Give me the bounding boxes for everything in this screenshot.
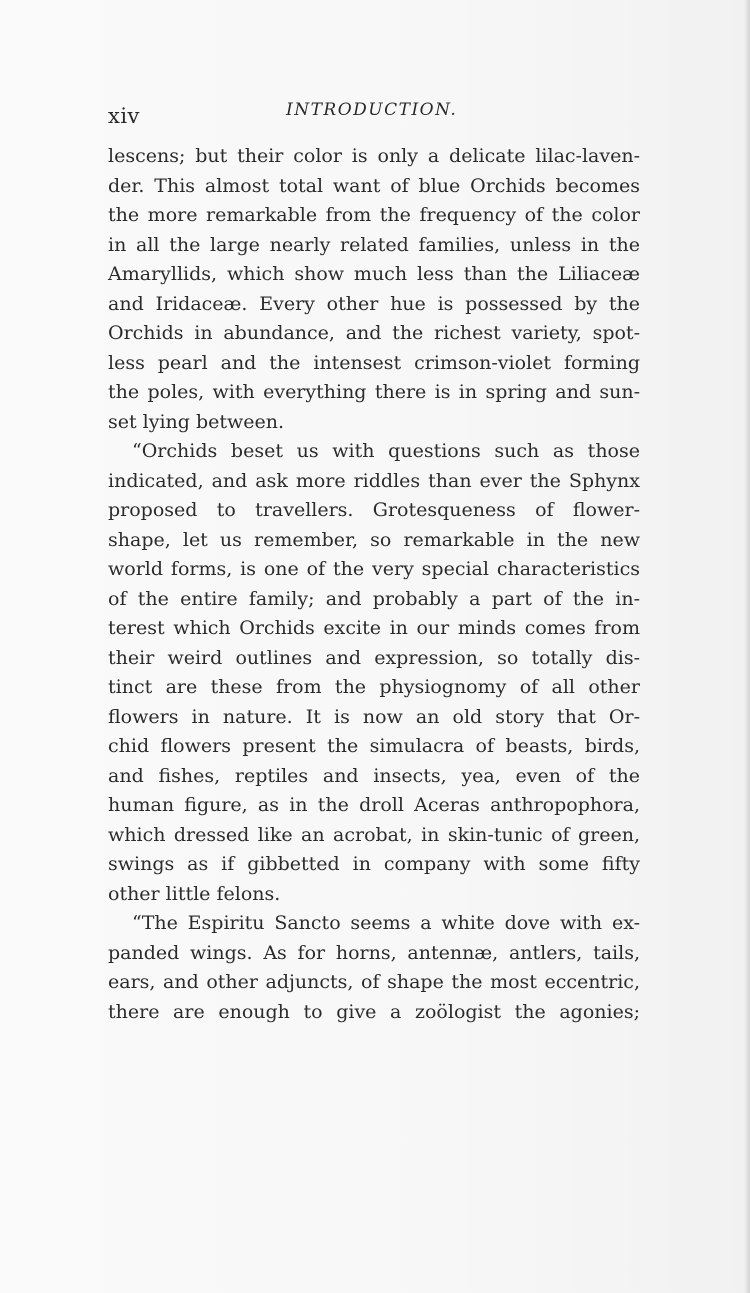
text-line: der. This almost total want of blue Orchids becomes xyxy=(108,174,640,197)
running-head xyxy=(108,100,640,134)
running-head-title: INTRODUCTION. xyxy=(286,100,458,120)
text-line: Orchids in abundance, and the richest variety, spot- xyxy=(108,322,640,344)
text-line: shape, let us remember, so remarkable in the new xyxy=(108,528,640,551)
text-line: of the entire family; and probably a part of the in- xyxy=(108,587,640,610)
text-line: there are enough to give a zoölogist the agonies; xyxy=(108,1000,640,1023)
text-line: swings as if gibbetted in company with some fifty xyxy=(108,853,640,875)
text-line: Amaryllids, which show much less than the Liliaceæ xyxy=(108,263,640,285)
text-line: less pearl and the intensest crimson-violet forming xyxy=(108,351,640,374)
text-line: ears, and other adjuncts, of shape the most eccentric, xyxy=(108,971,640,993)
text-line: world forms, is one of the very special characteristics xyxy=(108,558,640,580)
text-line: “Orchids beset us with questions such as those xyxy=(132,440,640,462)
text-line: tinct are these from the physiognomy of all other xyxy=(108,676,640,698)
text-line: set lying between. xyxy=(108,410,285,433)
text-line: flowers in nature. It is now an old story that Or- xyxy=(108,705,640,728)
text-line: the poles, with everything there is in spring and sun- xyxy=(108,381,640,403)
text-line: the more remarkable from the frequency of the color xyxy=(108,204,640,226)
text-line: proposed to travellers. Grotesqueness of flower- xyxy=(108,499,640,521)
text-line: chid flowers present the simulacra of beasts, birds, xyxy=(108,735,640,757)
page-edge-shadow xyxy=(744,0,750,1293)
text-line: lescens; but their color is only a delicate lilac-laven- xyxy=(108,145,640,167)
text-line: panded wings. As for horns, antennæ, antlers, tails, xyxy=(108,941,640,964)
text-line: in all the large nearly related families, unless in the xyxy=(108,233,640,256)
text-line: indicated, and ask more riddles than ever the Sphynx xyxy=(108,469,640,492)
text-line: other little felons. xyxy=(108,882,281,905)
text-line: terest which Orchids excite in our minds comes from xyxy=(108,617,640,639)
text-line: and fishes, reptiles and insects, yea, even of the xyxy=(108,764,640,787)
text-line: their weird outlines and expression, so totally dis- xyxy=(108,646,640,669)
text-line: human figure, as in the droll Aceras anthropophora, xyxy=(108,794,640,816)
text-line: “The Espiritu Sancto seems a white dove with ex- xyxy=(132,912,640,934)
page-number: xiv xyxy=(108,104,140,128)
body-text xyxy=(108,142,640,1027)
text-line: and Iridaceæ. Every other hue is possessed by the xyxy=(108,292,640,315)
text-line: which dressed like an acrobat, in skin-tunic of green, xyxy=(108,823,640,846)
